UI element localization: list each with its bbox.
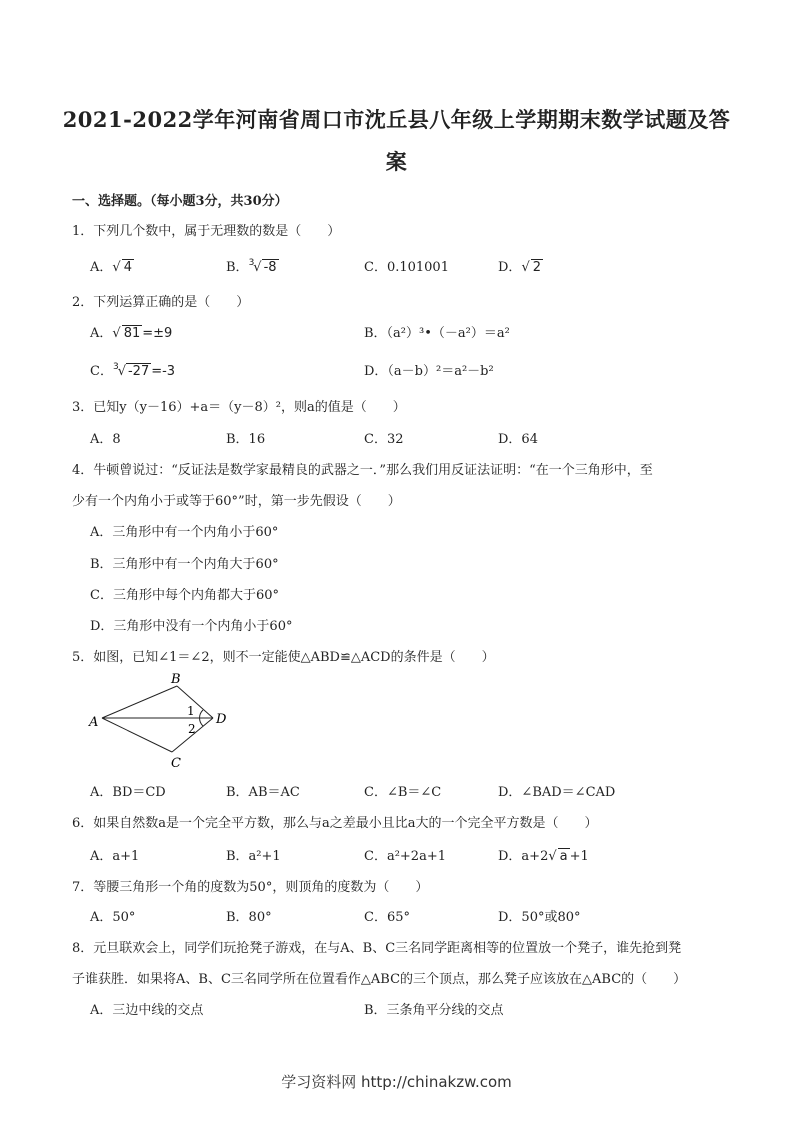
q4-option-c: C．三角形中每个内角都大于60° — [90, 588, 279, 603]
page-title-continued: 案 — [385, 149, 408, 174]
question-7-stem: 7．等腰三角形一个角的度数为50°，则顶角的度数为（ ） — [72, 880, 429, 895]
question-1-stem: 1．下列几个数中，属于无理数的数是（ ） — [72, 224, 341, 239]
question-3-stem: 3．已知y（y－16）+a＝（y－8）²，则a的值是（ ） — [72, 400, 406, 415]
q1-d-radicand: 2 — [532, 260, 542, 275]
question-4-stem: 4．牛顿曾说过：“反证法是数学家最精良的武器之一．”那么我们用反证法证明：“在一个三角形中，至 — [72, 463, 653, 478]
q5-option-a: A．BD＝CD — [90, 785, 166, 800]
q1-option-c: C．0.101001 — [364, 260, 449, 275]
angle-1-label: 1 — [187, 704, 195, 718]
q3-option-c: C．32 — [364, 432, 404, 447]
q5-option-c: C．∠B＝∠C — [364, 785, 442, 800]
q1-option-d — [498, 256, 543, 275]
q2-c-radicand: -27 — [127, 364, 150, 379]
q6-d-tail: +1 — [569, 849, 589, 864]
sqrt-symbol: √ 4 — [112, 260, 132, 275]
q4-option-d: D．三角形中没有一个内角小于60° — [90, 619, 293, 634]
angle-2-label: 2 — [188, 722, 196, 736]
q1-option-b-label: B． — [226, 260, 249, 275]
q2-c-result: =-3 — [151, 364, 176, 379]
sqrt-symbol: √ 81 — [112, 326, 141, 341]
q6-option-d-label: D．a+2 — [498, 849, 549, 864]
footer-watermark: 学习资料网 http://chinakzw.com — [281, 1073, 512, 1091]
q4-option-b: B．三角形中有一个内角大于60° — [90, 557, 279, 572]
question-2-stem: 2．下列运算正确的是（ ） — [72, 295, 250, 310]
q2-option-a — [90, 322, 172, 341]
q7-option-b: B．80° — [226, 910, 272, 925]
question-6-stem: 6．如果自然数a是一个完全平方数，那么与a之差最小且比a大的一个完全平方数是（ ） — [72, 816, 598, 831]
question-4-stem-continued: 少有一个内角小于或等于60°”时，第一步先假设（ ） — [72, 494, 401, 509]
page-title: 2021-2022学年河南省周口市沈丘县八年级上学期期末数学试题及答 — [62, 107, 731, 132]
question-5-stem: 5．如图，已知∠1＝∠2，则不一定能使△ABD≌△ACD的条件是（ ） — [72, 650, 495, 665]
q5-option-b: B．AB＝AC — [226, 785, 300, 800]
q7-option-c: C．65° — [364, 910, 410, 925]
sqrt-symbol: √ 2 — [521, 260, 542, 275]
q1-option-a — [90, 256, 134, 275]
q6-option-a: A．a+1 — [90, 849, 140, 864]
q8-option-b: B．三条角平分线的交点 — [364, 1003, 504, 1018]
section-heading: 一、选择题。（每小题3分，共30分） — [72, 194, 288, 209]
triangle-figure — [85, 668, 245, 773]
q2-option-c-label: C． — [90, 364, 113, 379]
q4-option-a: A．三角形中有一个内角小于60° — [90, 525, 279, 540]
q1-option-d-label: D． — [498, 260, 522, 275]
q7-option-d: D．50°或80° — [498, 910, 581, 925]
cube-root-symbol: $^3$√ -8 — [248, 258, 277, 275]
question-8-stem: 8．元旦联欢会上，同学们玩抢凳子游戏，在与A、B、C三名同学距离相等的位置放一个凳子，谁先抢到凳 — [72, 941, 682, 956]
q5-option-d: D．∠BAD＝∠CAD — [498, 785, 616, 800]
q1-a-radicand: 4 — [123, 260, 132, 275]
label-d: D — [216, 712, 227, 727]
question-8-stem-continued: 子谁获胜．如果将A、B、C三名同学所在位置看作△ABC的三个顶点，那么凳子应该放在△ABC的（ ） — [72, 972, 687, 987]
q1-option-b — [226, 256, 279, 275]
label-c: C — [171, 756, 181, 771]
q2-a-result: =±9 — [142, 326, 173, 341]
q7-option-a: A．50° — [90, 910, 136, 925]
q3-option-b: B．16 — [226, 432, 266, 447]
q6-d-radicand: a — [559, 849, 568, 864]
q1-option-a-label: A． — [90, 260, 113, 275]
q2-option-b: B．（a²）³•（－a²）＝a² — [364, 326, 510, 341]
q2-option-a-label: A． — [90, 326, 113, 341]
q6-option-c: C．a²+2a+1 — [364, 849, 446, 864]
q8-option-a: A．三边中线的交点 — [90, 1003, 204, 1018]
label-b: B — [171, 672, 181, 687]
q1-b-radicand: -8 — [263, 260, 277, 275]
q6-option-d — [498, 845, 589, 864]
q3-option-d: D．64 — [498, 432, 538, 447]
cube-root-symbol: $^3$√ -27 — [112, 362, 150, 379]
q6-option-b: B．a²+1 — [226, 849, 281, 864]
label-a: A — [89, 715, 99, 730]
q2-option-d: D．（a－b）²＝a²－b² — [364, 364, 494, 379]
q2-option-c — [90, 360, 175, 379]
sqrt-symbol: √ a — [548, 849, 568, 864]
q2-a-radicand: 81 — [123, 326, 141, 341]
q3-option-a: A．8 — [90, 432, 121, 447]
